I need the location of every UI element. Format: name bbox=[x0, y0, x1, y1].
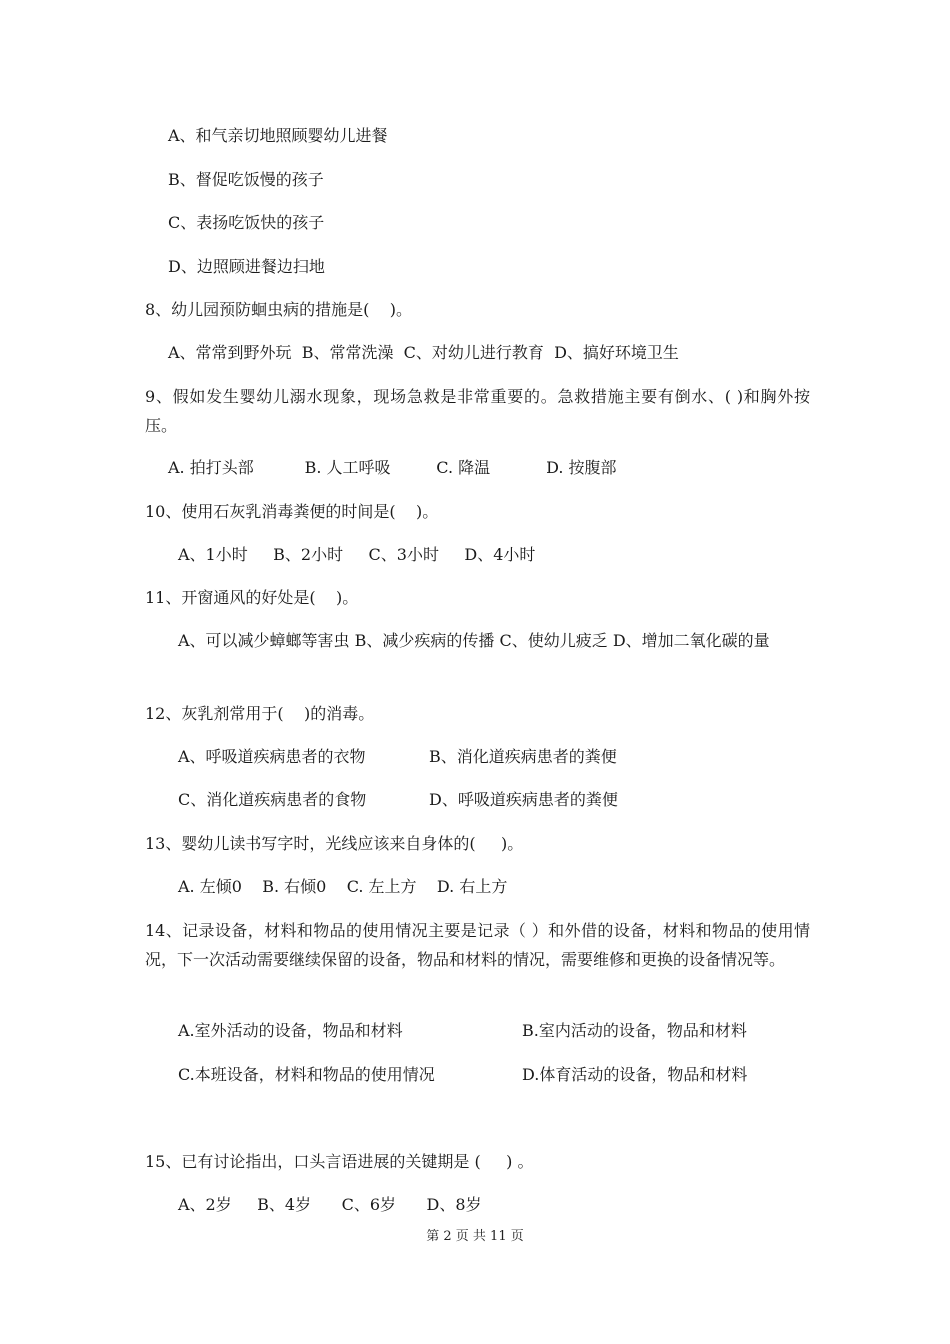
q12-option-b: B、消化道疾病患者的粪便 bbox=[429, 747, 617, 766]
q11-stem: 11、开窗通风的好处是( )。 bbox=[145, 588, 359, 607]
q8-options: A、常常到野外玩 B、常常洗澡 C、对幼儿进行教育 D、搞好环境卫生 bbox=[168, 343, 679, 362]
q14-option-a: A.室外活动的设备，物品和材料 bbox=[178, 1021, 403, 1040]
q7-option-a: A、和气亲切地照顾婴幼儿进餐 bbox=[168, 126, 388, 145]
q12-option-d: D、呼吸道疾病患者的粪便 bbox=[429, 790, 618, 809]
q14-option-c: C.本班设备，材料和物品的使用情况 bbox=[178, 1065, 435, 1084]
q12-option-c: C、消化道疾病患者的食物 bbox=[178, 790, 367, 809]
q14-option-b: B.室内活动的设备，物品和材料 bbox=[522, 1021, 747, 1040]
q15-stem: 15、已有讨论指出，口头言语进展的关键期是 ( ) 。 bbox=[145, 1152, 534, 1171]
q10-stem: 10、使用石灰乳消毒粪便的时间是( )。 bbox=[145, 502, 439, 521]
q9-stem: 9、假如发生婴幼儿溺水现象，现场急救是非常重要的。急救措施主要有倒水、( )和胸外按压。 bbox=[145, 387, 810, 435]
q13-options: A. 左倾0 B. 右倾0 C. 左上方 D. 右上方 bbox=[178, 877, 508, 896]
q12-option-a: A、呼吸道疾病患者的衣物 bbox=[178, 747, 366, 766]
q7-option-d: D、边照顾进餐边扫地 bbox=[168, 257, 325, 276]
page-footer: 第 2 页 共 11 页 bbox=[426, 1229, 524, 1244]
q9-options: A. 拍打头部 B. 人工呼吸 C. 降温 D. 按腹部 bbox=[168, 458, 617, 477]
q8-stem: 8、幼儿园预防蛔虫病的措施是( )。 bbox=[145, 300, 413, 319]
q7-option-b: B、督促吃饭慢的孩子 bbox=[168, 170, 324, 189]
q14-option-d: D.体育活动的设备，物品和材料 bbox=[522, 1065, 748, 1084]
q10-options: A、1小时 B、2小时 C、3小时 D、4小时 bbox=[178, 545, 536, 564]
q12-stem: 12、灰乳剂常用于( )的消毒。 bbox=[145, 704, 375, 723]
q7-option-c: C、表扬吃饭快的孩子 bbox=[168, 213, 325, 232]
q14-stem: 14、记录设备，材料和物品的使用情况主要是记录（ ）和外借的设备，材料和物品的使用情况，下一次活动需要继续保留的设备，物品和材料的情况，需要维修和更换的设备情况等。 bbox=[145, 921, 810, 969]
q11-options: A、可以减少蟑螂等害虫 B、减少疾病的传播 C、使幼儿疲乏 D、增加二氧化碳的量 bbox=[178, 631, 770, 650]
q13-stem: 13、婴幼儿读书写字时，光线应该来自身体的( )。 bbox=[145, 834, 524, 853]
q15-options: A、2岁 B、4岁 C、6岁 D、8岁 bbox=[178, 1195, 482, 1214]
